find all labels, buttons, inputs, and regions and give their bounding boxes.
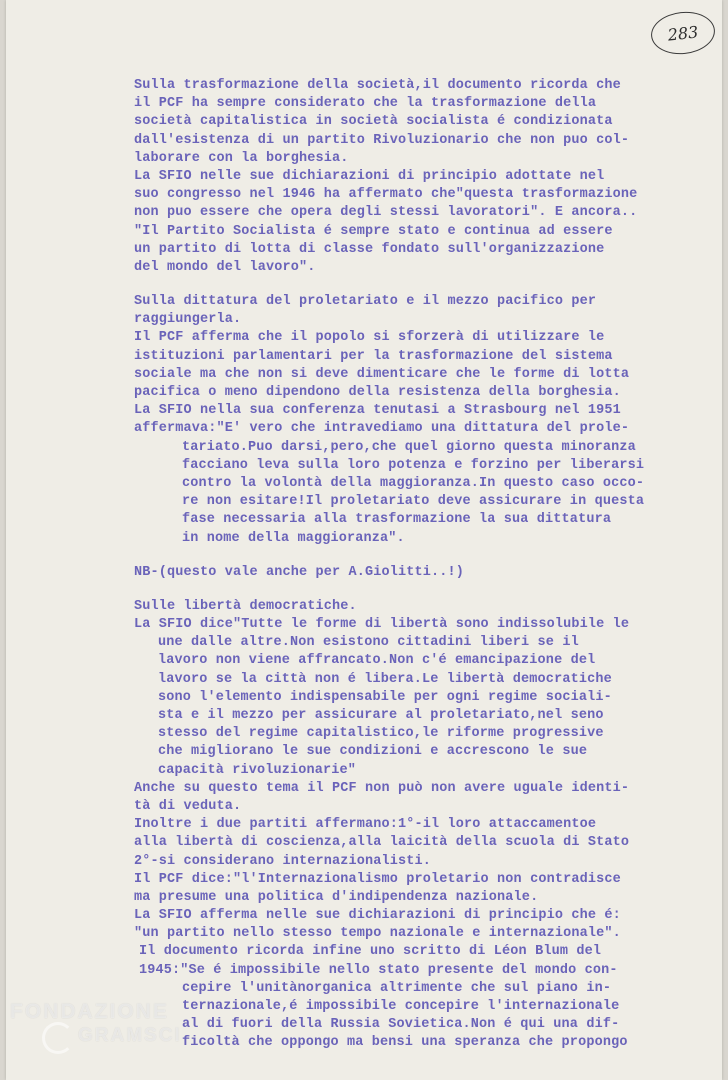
watermark-line-2: GRAMSCI [78, 1025, 182, 1046]
text-line: al di fuori della Russia Sovietica.Non é qui una dif- [182, 1017, 620, 1033]
text-line: Sulla trasformazione della società,il documento ricorda che [134, 78, 621, 93]
typewritten-body [134, 77, 714, 1053]
text-line: stesso del regime capitalistico,le riforme progressive [158, 726, 604, 742]
text-line: lavoro se la città non é libera.Le libertà democratiche [158, 671, 612, 687]
text-line: che migliorano le sue condizioni e accrescono le sue [158, 744, 588, 760]
text-line: une dalle altre.Non esistono cittadini liberi se il [158, 635, 579, 651]
text-line: del mondo del lavoro". [134, 259, 316, 275]
paragraph [134, 564, 714, 582]
text-line: il PCF ha sempre considerato che la trasformazione della [134, 96, 597, 112]
paragraph [134, 77, 714, 277]
text-line: La SFIO afferma nelle sue dichiarazioni di principio che é: [134, 908, 621, 924]
text-line: 2°-si considerano internazionalisti. [134, 853, 432, 869]
text-line: alla libertà di coscienza,alla laicità della scuola di Stato [134, 835, 630, 851]
paragraph [134, 293, 714, 548]
text-line: NB-(questo vale anche per A.Giolitti..!) [134, 564, 465, 580]
text-line: La SFIO dice"Tutte le forme di libertà sono indissolubile le [134, 617, 630, 633]
paragraph [134, 598, 714, 1053]
text-line: Il PCF afferma che il popolo si sforzerà di utilizzare le [134, 330, 605, 346]
paragraph-gap [134, 277, 714, 293]
text-line: ma presume una politica d'indipendenza nazionale. [134, 889, 539, 905]
text-line: capacità rivoluzionarie" [158, 762, 357, 778]
text-line: sta e il mezzo per assicurare al proletariato,nel seno [158, 708, 604, 723]
text-line: Il documento ricorda infine uno scritto di Léon Blum del [139, 944, 602, 960]
text-line: ternazionale,é impossibile concepire l'internazionale [182, 999, 620, 1014]
document-page [6, 0, 722, 1080]
text-line: un partito di lotta di classe fondato sull'organizzazione [134, 241, 605, 257]
text-line: "Il Partito Socialista é sempre stato e continua ad essere [134, 223, 613, 239]
text-line: suo congresso nel 1946 ha affermato che"questa trasformazione [134, 187, 638, 203]
text-line: società capitalistica in società socialista é condizionata [134, 114, 613, 130]
text-line: facciano leva sulla loro potenza e forzino per liberarsi [182, 457, 645, 473]
text-line: sociale ma che non si deve dimenticare che le forme di lotta [134, 366, 630, 382]
text-line: Sulla dittatura del proletariato e il mezzo pacifico per [134, 294, 597, 310]
text-line: fase necessaria alla trasformazione la sua dittatura [182, 512, 612, 528]
paragraph-gap [134, 548, 714, 564]
text-line: in nome della maggioranza". [182, 530, 405, 546]
text-line: contro la volontà della maggioranza.In questo caso occo- [182, 475, 645, 491]
page-number: 283 [666, 21, 700, 45]
text-line: pacifica o meno dipendono della resistenza della borghesia. [134, 385, 621, 400]
text-line: 1945:"Se é impossibile nello stato presente del mondo con- [139, 962, 618, 978]
text-line: Anche su questo tema il PCF non può non avere uguale identi- [134, 780, 630, 796]
text-line: Inoltre i due partiti affermano:1°-il loro attaccamentoe [134, 817, 597, 833]
text-line: tariato.Puo darsi,pero,che quel giorno questa minoranza [182, 439, 636, 455]
watermark-line-1: FONDAZIONE [10, 1000, 169, 1023]
text-line: tà di veduta. [134, 798, 242, 814]
text-line: cepire l'unitànorganica altrimente che sul piano in- [182, 980, 612, 996]
text-line: re non esitare!Il proletariato deve assicurare in questa [182, 494, 645, 510]
text-line: laborare con la borghesia. [134, 150, 349, 166]
text-line: raggiungerla. [134, 312, 242, 328]
page-number-stamp [649, 9, 717, 57]
text-line: Sulle libertà democratiche. [134, 598, 357, 614]
text-line: La SFIO nella sua conferenza tenutasi a Strasbourg nel 1951 [134, 403, 621, 419]
text-line: "un partito nello stesso tempo nazionale e internazionale". [134, 926, 621, 942]
text-line: affermava:"E' vero che intravediamo una dittatura del prole- [134, 421, 630, 437]
text-line: dall'esistenza di un partito Rivoluzionario che non puo col- [134, 132, 630, 148]
text-line: La SFIO nelle sue dichiarazioni di principio adottate nel [134, 168, 605, 184]
text-line: Il PCF dice:"l'Internazionalismo proletario non contradisce [134, 871, 621, 887]
paragraph-gap [134, 582, 714, 598]
text-line: lavoro non viene affrancato.Non c'é emancipazione del [158, 653, 596, 669]
watermark [10, 1000, 190, 1048]
text-line: non puo essere che opera degli stessi lavoratori". E ancora.. [134, 205, 638, 221]
text-line: sono l'elemento indispensabile per ogni regime sociali- [158, 689, 612, 705]
text-line: ficoltà che oppongo ma bensi una speranza che propongo [182, 1035, 628, 1051]
text-line: istituzioni parlamentari per la trasformazione del sistema [134, 348, 613, 364]
